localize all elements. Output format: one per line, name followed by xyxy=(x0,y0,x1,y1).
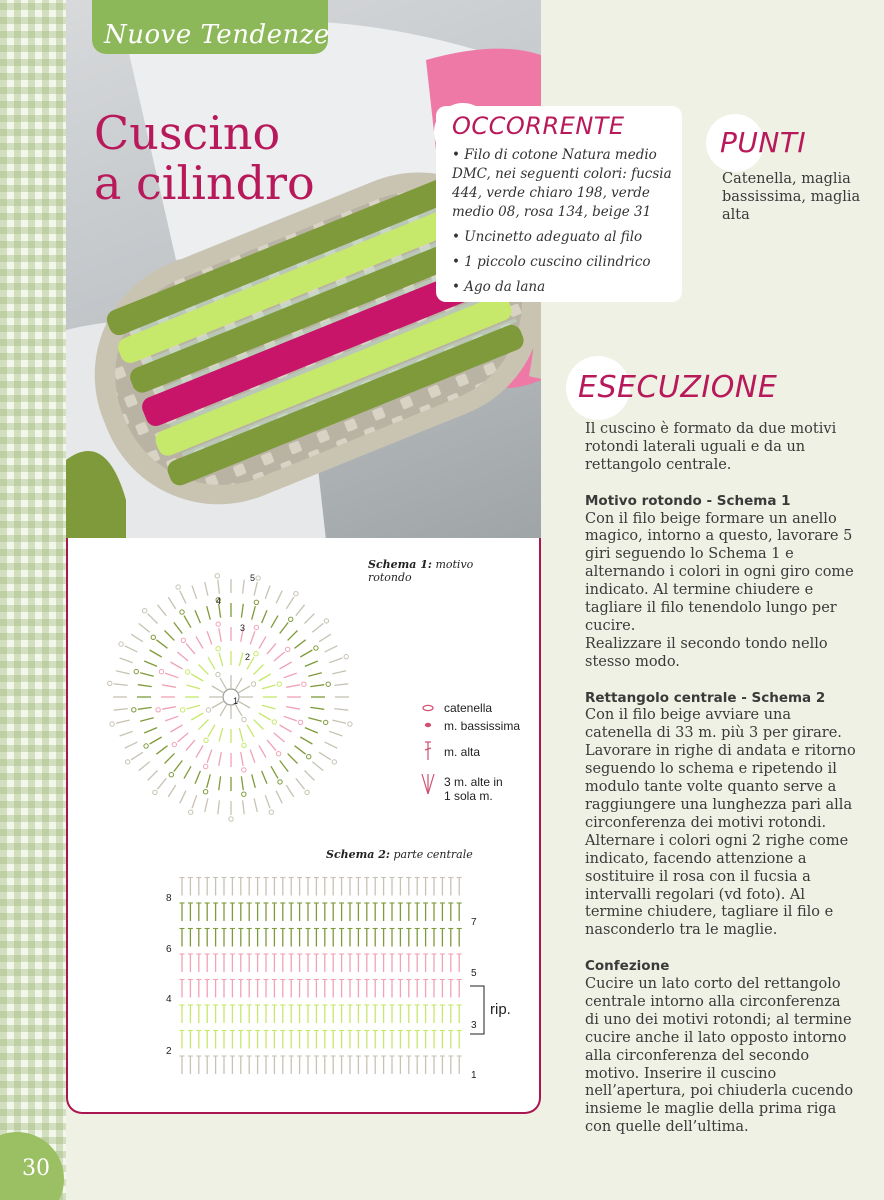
stitch-mark xyxy=(284,673,297,678)
section-3-title: Confezione xyxy=(585,958,670,975)
stitch-mark xyxy=(280,725,292,732)
chain-mark xyxy=(132,708,136,712)
stitch-mark xyxy=(162,707,176,710)
stitch-mark xyxy=(114,684,128,686)
chain-mark xyxy=(153,790,157,794)
stitch-mark xyxy=(174,622,183,633)
chain-mark xyxy=(204,738,208,742)
legend-cluster-line2: 1 sola m. xyxy=(444,789,493,803)
stitch-mark xyxy=(195,771,200,784)
stitch-mark xyxy=(116,720,130,723)
stitch-mark xyxy=(199,665,209,675)
stitch-mark xyxy=(139,762,150,771)
stitch-mark xyxy=(325,742,338,748)
stitch-mark xyxy=(329,731,342,736)
chain-mark xyxy=(254,625,258,629)
row-label-right: 5 xyxy=(471,968,477,979)
supplies-item: • Filo di cotone Natura medio DMC, nei seguenti colori: fucsia 444, verde chiaro 198, verde medio 08, rosa 134, beige 31 xyxy=(452,147,672,220)
section-3-text: Cucire un lato corto del rettangolo centrale intorno alla circonferenza di uno dei motivi rotondi; al termine cucire anche il lato opposto intorno alla circonferenza del secondo motivo. Inserire il cuscino nell’apertura, poi chiuderla cucendo insieme le maglie della prima riga con quelle dell’ultima. xyxy=(585,976,854,1136)
stitch-mark xyxy=(187,705,201,709)
stitch-mark xyxy=(192,586,197,599)
stitch-mark xyxy=(125,646,138,652)
stitch-mark xyxy=(305,661,318,666)
stitch-mark xyxy=(295,640,306,649)
cluster-symbol xyxy=(422,774,434,794)
stitch-mark xyxy=(219,728,223,742)
row-label-left: 2 xyxy=(166,1046,172,1057)
rectangle-rows xyxy=(180,878,462,1075)
stitch-mark xyxy=(247,725,254,737)
chain-mark xyxy=(242,743,246,747)
stitches-text: Catenella, maglia bassissima, maglia alta xyxy=(722,171,861,223)
stitch-mark xyxy=(186,643,195,654)
stitch-mark xyxy=(157,778,166,789)
supplies-list xyxy=(452,146,680,303)
stitch-mark xyxy=(265,586,270,599)
chain-mark xyxy=(216,622,220,626)
execution-heading: ESECUZIONE xyxy=(578,370,778,405)
stitch-mark xyxy=(207,606,211,620)
gingham-margin xyxy=(0,0,66,1200)
stitch-mark xyxy=(220,678,227,690)
stitch-mark xyxy=(219,628,222,642)
stitch-mark xyxy=(259,674,271,681)
stitch-mark xyxy=(162,685,176,688)
execution-section-3 xyxy=(585,958,857,1137)
stitch-mark xyxy=(219,653,223,667)
chain-symbol xyxy=(423,705,433,710)
stitch-mark xyxy=(212,701,224,708)
stitch-mark xyxy=(262,771,267,784)
stitch-mark xyxy=(239,653,243,667)
chain-mark xyxy=(289,617,293,621)
chain-mark xyxy=(186,670,190,674)
stitch-mark xyxy=(184,766,191,778)
chain-mark xyxy=(156,708,160,712)
chain-mark xyxy=(229,817,233,821)
stitch-mark xyxy=(262,685,276,689)
stitch-mark xyxy=(284,716,297,721)
stitch-mark xyxy=(308,718,322,722)
chain-mark xyxy=(344,655,348,659)
stitch-mark xyxy=(262,610,267,623)
chain-mark xyxy=(204,764,208,768)
chain-mark xyxy=(181,708,185,712)
stitch-mark xyxy=(254,720,264,730)
chain-mark xyxy=(216,672,220,676)
section-1-title: Motivo rotondo - Schema 1 xyxy=(585,492,791,509)
stitch-mark xyxy=(196,636,203,648)
chain-mark xyxy=(180,610,184,614)
row-label-right: 7 xyxy=(471,917,477,928)
stitch-mark xyxy=(238,686,250,693)
title-line-2: a cilindro xyxy=(94,156,315,210)
round-label: 5 xyxy=(250,573,256,583)
stitch-mark xyxy=(235,678,242,690)
stitch-mark xyxy=(186,740,195,751)
chain-mark xyxy=(108,681,112,685)
chain-mark xyxy=(326,682,330,686)
row-label-left: 4 xyxy=(166,994,172,1005)
stitch-mark xyxy=(312,762,323,771)
chain-mark xyxy=(159,670,163,674)
stitch-mark xyxy=(254,798,257,812)
stitch-mark xyxy=(218,800,220,814)
stitch-mark xyxy=(259,636,266,648)
chain-mark xyxy=(348,722,352,726)
chain-mark xyxy=(251,682,255,686)
chain-mark xyxy=(269,810,273,814)
stitch-mark xyxy=(138,707,152,709)
stitch-mark xyxy=(296,778,305,789)
legend-double-crochet: m. alta xyxy=(444,745,481,759)
chain-mark xyxy=(332,760,336,764)
schema1-caption xyxy=(368,558,478,584)
stitch-mark xyxy=(170,662,182,669)
stitch-mark xyxy=(296,605,305,616)
stitch-mark xyxy=(241,752,244,766)
row-label-left: 6 xyxy=(166,944,172,955)
stitch-mark xyxy=(274,652,285,661)
chain-mark xyxy=(126,760,130,764)
repeat-label: rip. xyxy=(490,1001,511,1018)
round-label: 1 xyxy=(233,696,239,706)
stitch-mark xyxy=(329,658,342,663)
stitch-mark xyxy=(288,754,298,764)
stitch-mark xyxy=(125,742,138,748)
stitch-mark xyxy=(131,752,143,760)
chain-mark xyxy=(110,722,114,726)
stitch-mark xyxy=(295,746,306,755)
stitch-mark xyxy=(184,616,191,628)
stitch-mark xyxy=(334,709,348,711)
stitch-mark xyxy=(241,604,243,618)
double-crochet-symbol xyxy=(425,742,431,760)
row-label-left: 8 xyxy=(166,893,172,904)
stitch-mark xyxy=(286,597,294,609)
stitch-mark xyxy=(286,685,300,688)
stitch-mark xyxy=(319,752,331,760)
chain-mark xyxy=(242,768,246,772)
stitch-mark xyxy=(319,634,331,642)
chain-mark xyxy=(143,609,147,613)
round-label: 4 xyxy=(216,596,222,606)
stitch-mark xyxy=(280,622,289,633)
section-label: Nuove Tendenze xyxy=(104,20,330,50)
stitch-mark xyxy=(165,716,178,721)
legend-slip-stitch: m. bassissima xyxy=(444,719,521,733)
stitch-mark xyxy=(207,750,212,763)
stitch-mark xyxy=(156,746,167,755)
chain-mark xyxy=(286,647,290,651)
stitch-mark xyxy=(157,605,166,616)
stitch-mark xyxy=(267,740,276,751)
chain-mark xyxy=(302,682,306,686)
stitch-mark xyxy=(254,665,264,675)
section-2-text2: Alternare i colori ogni 2 righe come indicato, facendo attenzione a sostituire il rosa con il fucsia a intervalli regolari (vd foto). Al termine chiudere, tagliare il filo e nasconderlo tra le maglie. xyxy=(585,832,849,939)
stitch-mark xyxy=(286,785,294,797)
stitch-mark xyxy=(196,746,203,758)
stitch-mark xyxy=(165,673,178,678)
stitch-mark xyxy=(218,580,220,594)
stitch-mark xyxy=(241,776,243,790)
stitch-mark xyxy=(276,591,282,604)
schema2-caption xyxy=(326,848,473,861)
stitch-mark xyxy=(280,761,289,772)
chain-mark xyxy=(134,669,138,673)
chain-mark xyxy=(324,720,328,724)
stitch-mark xyxy=(150,737,162,744)
chain-mark xyxy=(277,682,281,686)
stitch-mark xyxy=(219,776,221,790)
stitch-mark xyxy=(165,754,175,764)
stitch-mark xyxy=(280,662,292,669)
stitch-mark xyxy=(207,774,211,788)
stitch-mark xyxy=(165,631,175,641)
stitch-mark xyxy=(243,800,245,814)
chain-mark xyxy=(242,717,246,721)
stitch-mark xyxy=(180,791,186,804)
stitch-mark xyxy=(250,750,255,763)
stitch-mark xyxy=(286,707,300,710)
execution-section-2 xyxy=(585,690,857,941)
supplies-item: • Uncinetto adeguato al filo xyxy=(452,229,643,245)
chain-mark xyxy=(151,635,155,639)
stitch-mark xyxy=(312,623,323,632)
stitch-mark xyxy=(199,720,209,730)
chain-mark xyxy=(215,574,219,578)
supplies-item: • Ago da lana xyxy=(452,279,546,295)
stitch-mark xyxy=(252,774,256,788)
stitch-mark xyxy=(144,661,157,666)
chain-mark xyxy=(278,780,282,784)
execution-section-1 xyxy=(585,493,857,672)
chain-mark xyxy=(276,752,280,756)
stitch-mark xyxy=(150,650,162,657)
chain-mark xyxy=(256,576,260,580)
stitch-mark xyxy=(120,658,133,663)
stitch-mark xyxy=(195,610,200,623)
stitch-mark xyxy=(212,686,224,693)
stitch-mark xyxy=(191,713,203,720)
stitch-mark xyxy=(219,752,222,766)
stitch-mark xyxy=(168,785,176,797)
section-1-text2: Realizzare il secondo tondo nello stesso modo. xyxy=(585,635,828,670)
chain-mark xyxy=(298,720,302,724)
chain-mark xyxy=(272,720,276,724)
stitch-mark xyxy=(308,673,322,677)
stitch-mark xyxy=(138,685,152,687)
stitches-heading: PUNTI xyxy=(720,126,807,159)
stitch-mark xyxy=(208,725,215,737)
chain-mark xyxy=(189,810,193,814)
stitch-mark xyxy=(325,646,338,652)
stitch-mark xyxy=(239,728,243,742)
stitch-mark xyxy=(262,705,276,709)
stitch-mark xyxy=(148,614,158,624)
stitch-mark xyxy=(177,652,188,661)
chain-mark xyxy=(216,647,220,651)
stitch-mark xyxy=(192,795,197,808)
round-1-stitches xyxy=(206,672,255,721)
rectangle-diagram xyxy=(160,876,530,1086)
stitch-mark xyxy=(310,707,324,709)
stitch-mark xyxy=(205,582,208,596)
chain-mark xyxy=(169,773,173,777)
stitch-mark xyxy=(139,623,150,632)
stitch-mark xyxy=(114,709,128,711)
stitch-mark xyxy=(187,685,201,689)
stitch-mark xyxy=(259,713,271,720)
stitch-mark xyxy=(174,761,183,772)
stitch-mark xyxy=(300,650,312,657)
stitch-mark xyxy=(191,674,203,681)
schema2-label: Schema 2: xyxy=(326,848,390,861)
chain-mark xyxy=(242,792,246,796)
stitch-mark xyxy=(140,673,154,677)
stitch-mark xyxy=(288,631,298,641)
legend-symbols xyxy=(418,700,438,810)
section-2-text: Con il filo beige avviare una catenella di 33 m. più 3 per girare. Lavorare in righe di andata e ritorno seguendo lo schema e ripetendo il modulo tante volte quanto serve a raggiungere una lunghezza pari alla circonferenza dei motivi rotondi. xyxy=(585,707,856,831)
legend-chain: catenella xyxy=(444,701,493,715)
stitch-mark xyxy=(208,657,215,669)
chain-mark xyxy=(305,790,309,794)
slip-stitch-symbol xyxy=(425,723,431,727)
chain-mark xyxy=(254,652,258,656)
chain-mark xyxy=(144,744,148,748)
page-title xyxy=(94,108,424,208)
chain-mark xyxy=(181,638,185,642)
chain-mark xyxy=(307,755,311,759)
chain-mark xyxy=(119,642,123,646)
row-label-right: 3 xyxy=(471,1020,477,1031)
chain-mark xyxy=(294,592,298,596)
stitch-mark xyxy=(332,671,346,674)
stitch-mark xyxy=(300,737,312,744)
stitch-mark xyxy=(276,791,282,804)
chain-mark xyxy=(206,708,210,712)
stitch-mark xyxy=(254,582,257,596)
stitch-mark xyxy=(252,606,256,620)
stitch-mark xyxy=(332,720,346,723)
page-number: 30 xyxy=(22,1156,50,1181)
chain-mark xyxy=(176,585,180,589)
stitch-mark xyxy=(305,614,315,624)
round-diagram xyxy=(96,562,366,832)
stitch-mark xyxy=(116,671,130,674)
schema2-desc: parte centrale xyxy=(393,848,473,861)
round-3-stitches xyxy=(156,622,306,772)
row-label-right: 1 xyxy=(471,1070,477,1081)
stitch-mark xyxy=(310,685,324,687)
execution-intro: Il cuscino è formato da due motivi rotondi laterali uguali e da un rettangolo centrale. xyxy=(585,421,837,473)
stitch-mark xyxy=(305,728,318,733)
schema1-desc: motivo rotondo xyxy=(368,558,474,584)
chain-mark xyxy=(324,619,328,623)
stitch-mark xyxy=(120,731,133,736)
round-label: 2 xyxy=(245,652,251,662)
stitch-mark xyxy=(180,591,186,604)
chain-mark xyxy=(172,742,176,746)
stitch-mark xyxy=(148,771,158,781)
section-1-text: Con il filo beige formare un anello magico, intorno a questo, lavorare 5 giri seguendo lo Schema 1 e alternando i colori in ogni giro come indicato. Al termine chiudere e tagliare il filo tenendolo lungo per cucire. xyxy=(585,510,854,634)
stitch-mark xyxy=(305,771,315,781)
chain-mark xyxy=(203,790,207,794)
stitch-mark xyxy=(259,746,266,758)
round-label: 3 xyxy=(240,623,246,633)
stitch-mark xyxy=(207,631,212,644)
round-2-stitches xyxy=(181,647,282,748)
title-line-1: Cuscino xyxy=(94,106,281,160)
stitch-mark xyxy=(177,733,188,742)
chain-mark xyxy=(314,646,318,650)
execution-body xyxy=(585,421,857,1155)
stitch-mark xyxy=(274,733,285,742)
schema1-label: Schema 1: xyxy=(368,558,432,571)
section-2-title: Rettangolo centrale - Schema 2 xyxy=(585,689,826,706)
stitch-mark xyxy=(243,580,245,594)
stitch-mark xyxy=(140,718,154,722)
stitch-mark xyxy=(220,704,227,716)
legend-cluster-line1: 3 m. alte in xyxy=(444,775,503,789)
stitch-mark xyxy=(170,725,182,732)
stitch-mark xyxy=(250,631,255,644)
stitch-mark xyxy=(168,597,176,609)
stitch-mark xyxy=(334,684,348,686)
stitch-mark xyxy=(238,701,250,708)
supplies-heading: OCCORRENTE xyxy=(452,112,625,140)
stitch-mark xyxy=(144,728,157,733)
stitch-mark xyxy=(205,798,208,812)
chain-mark xyxy=(254,600,258,604)
stitch-mark xyxy=(271,616,278,628)
stitch-mark xyxy=(267,643,276,654)
stitch-mark xyxy=(271,766,278,778)
supplies-item: • 1 piccolo cuscino cilindrico xyxy=(452,254,651,270)
stitch-mark xyxy=(156,640,167,649)
stitch-mark xyxy=(131,634,143,642)
stitch-mark xyxy=(265,795,270,808)
